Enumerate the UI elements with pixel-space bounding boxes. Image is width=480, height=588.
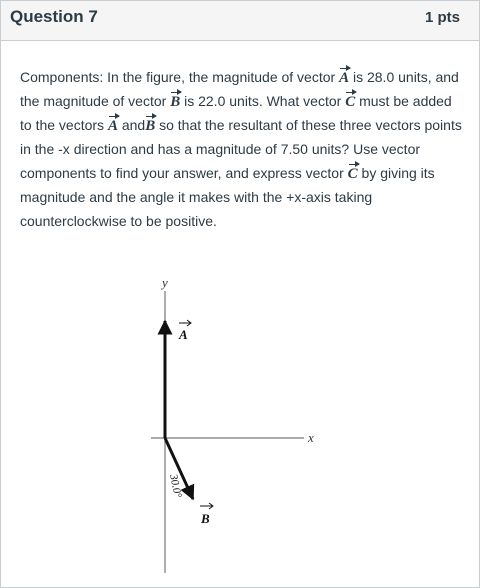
vector-a-label: A bbox=[179, 327, 188, 342]
vector-b-symbol: B bbox=[170, 90, 180, 110]
question-text bbox=[20, 65, 465, 233]
question-text-part: is 22.0 units. What vector bbox=[180, 93, 346, 109]
x-axis-label: x bbox=[308, 430, 314, 445]
angle-label: 30.0° bbox=[167, 473, 184, 499]
question-text-part: is 28.0 units, and the magnitude of vector bbox=[20, 69, 459, 109]
vector-a-symbol: A bbox=[339, 66, 349, 86]
vector-a-label-group bbox=[178, 320, 191, 342]
vector-b-label-group bbox=[200, 503, 213, 526]
question-header bbox=[1, 1, 479, 41]
question-text-part: by giving its magnitude and the angle it makes with the +x-axis taking counterclockwise to be positive. bbox=[20, 165, 435, 229]
question-text-part: so that the resultant of these three vectors points in the -x direction and has a magnitude of 7.50 units? Use vector components to find your answer, and express vector bbox=[20, 117, 462, 181]
vector-b-label: B bbox=[201, 511, 210, 526]
vector-b-symbol: B bbox=[145, 114, 155, 134]
question-title: Question 7 bbox=[10, 7, 98, 26]
question-text-part: and bbox=[117, 117, 146, 133]
question-text-part: must be added to the vectors bbox=[20, 93, 452, 133]
y-axis-label: y bbox=[162, 275, 168, 290]
vector-c-symbol: C bbox=[345, 90, 355, 110]
vector-c-symbol: C bbox=[348, 162, 358, 182]
question-text-part: Components: In the figure, the magnitude of vector bbox=[20, 69, 340, 85]
vector-diagram bbox=[151, 271, 326, 576]
question-points: 1 pts bbox=[424, 9, 460, 26]
vector-a-symbol: A bbox=[108, 114, 118, 134]
